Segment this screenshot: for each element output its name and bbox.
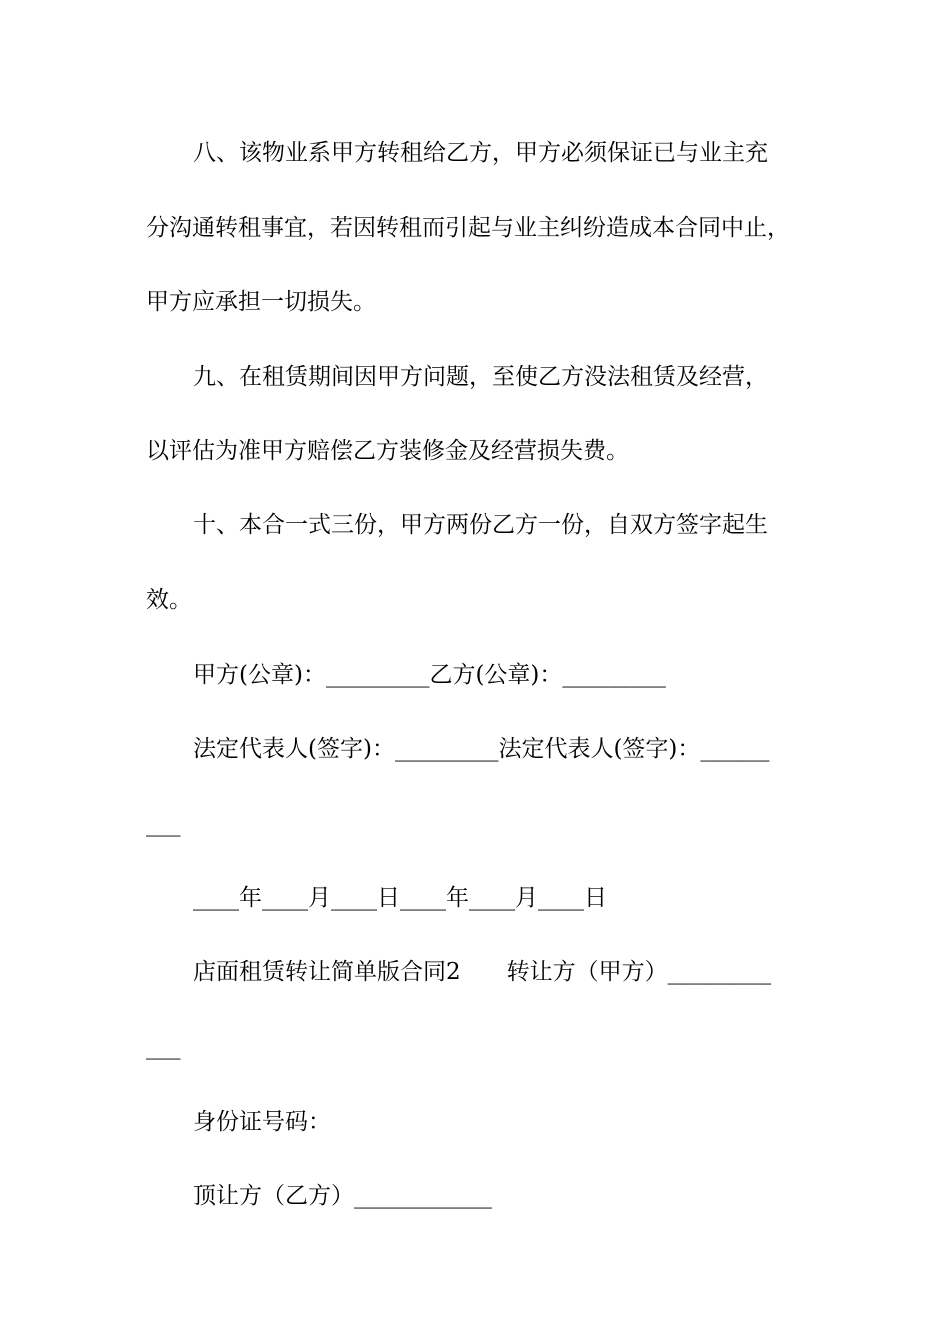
transferee-line: 顶让方（乙方）____________ (193, 1183, 492, 1209)
contract2-title-continuation: ___ (146, 1034, 181, 1060)
id-number-label: 身份证号码： (193, 1109, 331, 1135)
clause-8-line-2: 分沟通转租事宜，若因转租而引起与业主纠纷造成本合同中止， (146, 215, 790, 241)
clause-10-line-1: 十、本合一式三份，甲方两份乙方一份，自双方签字起生 (193, 512, 768, 538)
clause-8-line-3: 甲方应承担一切损失。 (146, 289, 376, 315)
clause-9-line-2: 以评估为准甲方赔偿乙方装修金及经营损失费。 (146, 438, 629, 464)
clause-8-line-1: 八、该物业系甲方转租给乙方，甲方必须保证已与业主充 (193, 140, 768, 166)
date-line: ____年____月____日____年____月____日 (193, 885, 607, 911)
representative-signature-line: 法定代表人(签字)：_________法定代表人(签字)：______ (193, 736, 770, 762)
clause-10-line-2: 效。 (146, 587, 192, 613)
contract2-title-line: 店面租赁转让简单版合同2 转让方（甲方）_________ (193, 959, 772, 985)
clause-9-line-1: 九、在租赁期间因甲方问题，至使乙方没法租赁及经营， (193, 364, 768, 390)
seal-signature-line: 甲方(公章)：_________乙方(公章)：_________ (193, 662, 666, 688)
representative-signature-continuation: ___ (146, 811, 181, 837)
